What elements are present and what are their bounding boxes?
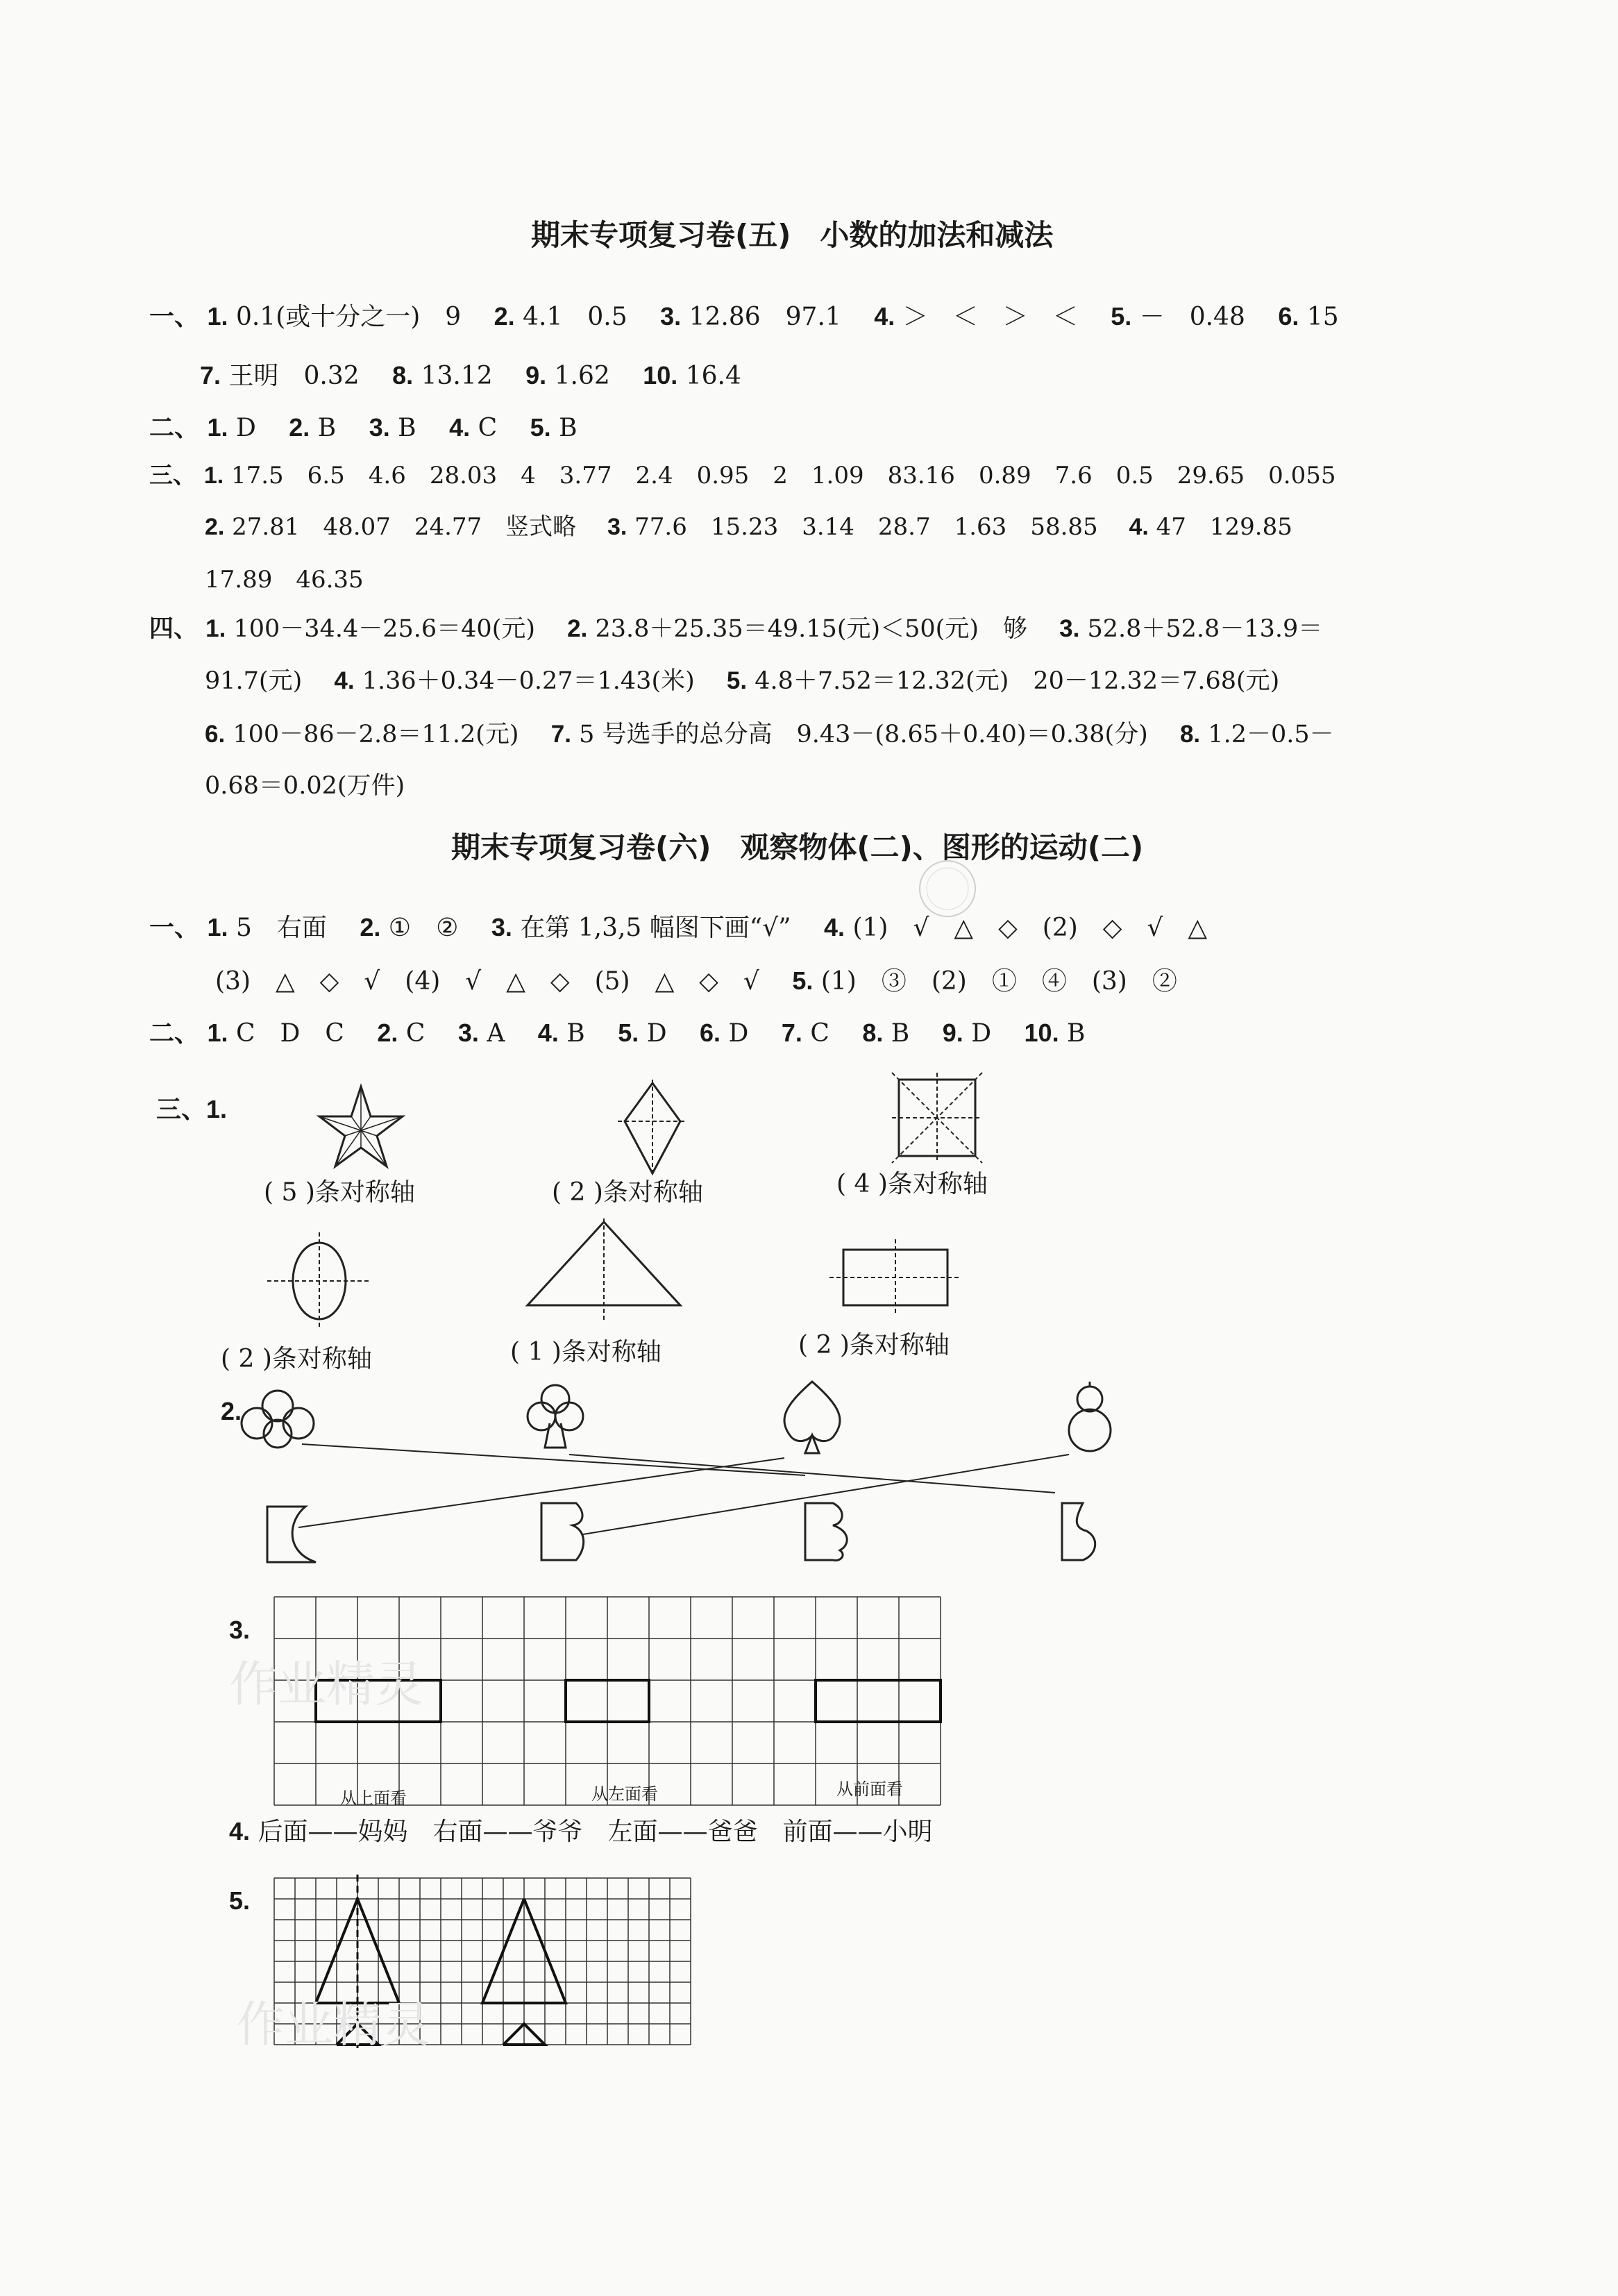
square-axes-label: ( 4 )条对称轴 [836,1170,988,1198]
section6-title: 期末专项复习卷(六) 观察物体(二)、图形的运动(二) [451,830,1144,864]
s5-p1-q5: － 0.48 [1139,303,1245,331]
front-view-shape [816,1680,941,1722]
triangle-figure [521,1218,687,1323]
rectangle-figure [826,1239,965,1316]
ellipse-figure [267,1232,371,1330]
s5-part1-line2: 7. 王明 0.32 8. 13.12 9. 1.62 10. 16.4 [200,361,741,390]
star-figure [312,1083,410,1173]
star-axes-label: ( 5 )条对称轴 [264,1178,415,1207]
s6-part3-label: 三、1. [156,1095,228,1124]
s5-p1-q2: 4.1 0.5 [523,303,627,331]
view-front-caption: 从前面看 [836,1779,903,1799]
s5-p1-q3: 12.86 97.1 [689,303,841,331]
s5-part3-line2: 2. 27.81 48.07 24.77 竖式略 3. 77.6 15.23 3.14 28.7 1.63 58.85 4. 47 129.85 [205,513,1292,541]
s6-part1-line2: (3) △ ◇ √ (4) √ △ ◇ (5) △ ◇ √ 5. (1) ③ (2) ① ④ (3) ② [215,966,1177,996]
s5-part4-line4: 0.68＝0.02(万件) [205,772,405,800]
s5-part3-line3: 17.89 46.35 [205,566,364,594]
s5-part4-line3: 6. 100－86－2.8＝11.2(元) 7. 5 号选手的总分高 9.43－(8.65＋0.40)＝0.38(分) 8. 1.2－0.5－ [205,721,1334,748]
square-figure [888,1069,986,1166]
s5-p1-q10: 16.4 [685,362,741,390]
q4-line: 4. 后面——妈妈 右面——爷爷 左面——爸爸 前面——小明 [229,1817,933,1846]
s5-part2-line: 二、 1. D 2. B 3. B 4. C 5. B [149,413,578,442]
rectangle-axes-label: ( 2 )条对称轴 [798,1331,950,1359]
matching-figure [236,1378,1138,1586]
s5-part1-label: 一、 [149,303,200,331]
watermark-2: 作业精灵 [236,1996,430,2053]
s5-p1-q1: 0.1(或十分之一) 9 [235,303,462,331]
stamp-icon [916,857,979,920]
q3-number: 3. [229,1616,251,1644]
section5-title: 期末专项复习卷(五) 小数的加法和减法 [531,218,1054,252]
s5-part4-line2: 91.7(元) 4. 1.36＋0.34－0.27＝1.43(米) 5. 4.8＋7.52＝12.32(元) 20－12.32＝7.68(元) [205,667,1280,695]
s5-p1-q7: 王明 0.32 [228,362,360,390]
q2-number: 2. [221,1397,242,1425]
kite-figure [611,1080,694,1177]
s6-part2-line: 二、 1. C D C 2. C 3. A 4. B 5. D 6. D 7. C 8. B 9. D 10. B [149,1019,1086,1048]
s5-p1-q8: 13.12 [421,362,493,390]
s5-p1-q9: 1.62 [554,362,610,390]
s5-p1-q6: 15 [1306,303,1339,331]
view-left-caption: 从左面看 [591,1784,658,1804]
q5-number: 5. [229,1886,251,1915]
kite-axes-label: ( 2 )条对称轴 [552,1178,703,1207]
s5-p1-q4: ＞ ＜ ＞ ＜ [902,303,1078,331]
ellipse-axes-label: ( 2 )条对称轴 [221,1345,372,1373]
s5-part4-line1: 四、 1. 100－34.4－25.6＝40(元) 2. 23.8＋25.35＝49.15(元)＜50(元) 够 3. 52.8＋52.8－13.9＝ [149,615,1323,643]
view-top-caption: 从上面看 [340,1788,407,1808]
s5-part3-line1: 三、 1. 17.5 6.5 4.6 28.03 4 3.77 2.4 0.95 2 1.09 83.16 0.89 7.6 0.5 29.65 0.055 [149,462,1336,489]
triangle-axes-label: ( 1 )条对称轴 [510,1338,661,1366]
watermark-1: 作业精灵 [229,1656,423,1713]
s5-part1-line1: 一、 1. 0.1(或十分之一) 9 2. 4.1 0.5 3. 12.86 97.1 4. ＞ ＜ ＞ ＜ 5. － 0.48 6. 15 [149,302,1339,331]
s6-part1-line1: 一、 1. 5 右面 2. ① ② 3. 在第 1,3,5 幅图下画“√” 4. (1) √ △ ◇ (2) ◇ √ △ [149,913,1208,942]
